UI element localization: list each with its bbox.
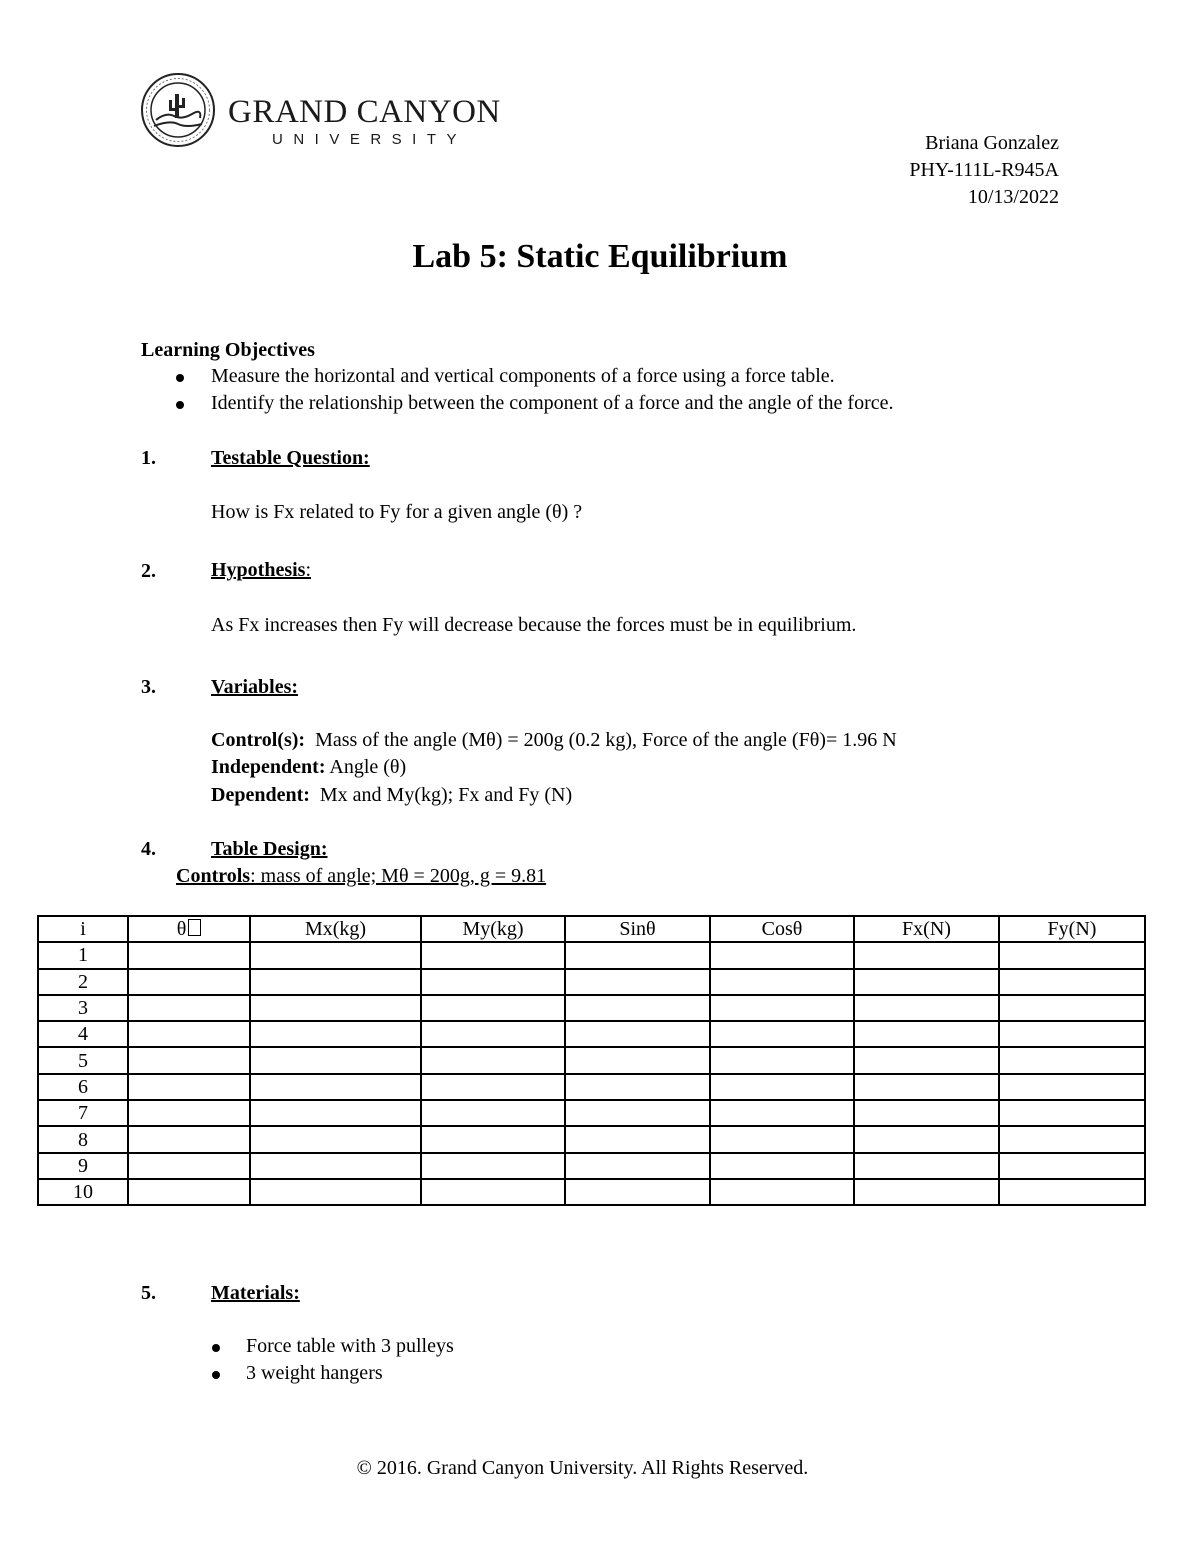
column-header: Cosθ [710,916,854,942]
section-number: 4. [141,838,156,860]
table-row [38,1100,1145,1126]
table-cell [854,995,999,1021]
column-header: Sinθ [565,916,710,942]
independent-variable [211,754,406,781]
table-cell [710,1074,854,1100]
controls-value: : mass of angle; Mθ = 200g, g = 9.81 [250,865,547,887]
table-cell [421,1126,565,1152]
control-label: Control(s): [211,729,306,751]
table-cell [250,1100,421,1126]
table-row [38,1074,1145,1100]
table-cell [128,995,250,1021]
hypothesis-heading: Hypothesis [211,559,306,581]
table-cell [250,1153,421,1179]
table-cell [250,1021,421,1047]
table-cell [250,1126,421,1152]
objective-item: Measure the horizontal and vertical components of a force using a force table. [211,365,835,387]
table-row [38,1126,1145,1152]
table-cell [128,1074,250,1100]
table-cell [710,1153,854,1179]
university-seal-icon [140,72,216,148]
table-cell [999,1153,1145,1179]
material-item: 3 weight hangers [246,1362,383,1384]
bullet-icon [176,374,184,382]
table-cell [854,1100,999,1126]
table-cell [250,942,421,968]
testable-question-text: How is Fx related to Fy for a given angle (θ) ? [211,501,583,523]
table-cell [128,1126,250,1152]
table-cell [999,969,1145,995]
table-cell [565,1074,710,1100]
student-info [909,130,1059,211]
section-heading-hypothesis [211,557,311,584]
table-cell [854,1153,999,1179]
table-cell [565,1047,710,1073]
table-cell [421,995,565,1021]
table-cell [421,1179,565,1205]
column-header [128,916,250,942]
table-cell [421,942,565,968]
table-cell [999,1126,1145,1152]
table-cell [999,1021,1145,1047]
table-cell [565,995,710,1021]
table-cell [250,969,421,995]
table-cell [999,942,1145,968]
table-cell [421,969,565,995]
table-cell [854,1021,999,1047]
table-cell [565,1153,710,1179]
row-index-cell: 5 [38,1047,128,1073]
hypothesis-colon: : [305,559,312,581]
table-cell [999,1047,1145,1073]
bullet-icon [212,1371,220,1379]
table-cell [250,1179,421,1205]
table-cell [128,1100,250,1126]
table-cell [710,1021,854,1047]
table-header-row [38,916,1145,942]
table-cell [854,1126,999,1152]
bullet-icon [176,401,184,409]
table-cell [250,995,421,1021]
table-cell [128,1047,250,1073]
row-index-cell: 2 [38,969,128,995]
table-row [38,1047,1145,1073]
table-cell [128,942,250,968]
table-cell [128,1021,250,1047]
table-cell [999,1179,1145,1205]
row-index-cell: 8 [38,1126,128,1152]
table-cell [710,1179,854,1205]
section-number: 1. [141,447,156,469]
table-cell [710,942,854,968]
section-number: 2. [141,560,156,582]
table-row [38,1179,1145,1205]
theta-header-label: θ [176,918,187,941]
table-cell [710,1047,854,1073]
table-cell [999,1100,1145,1126]
row-index-cell: 1 [38,942,128,968]
table-cell [250,1074,421,1100]
controls-label: Controls [176,865,251,887]
logo-subtitle: UNIVERSITY [272,131,468,148]
table-cell [421,1153,565,1179]
row-index-cell: 6 [38,1074,128,1100]
table-cell [565,942,710,968]
table-cell [854,942,999,968]
table-cell [854,1179,999,1205]
table-cell [250,1047,421,1073]
table-cell [421,1021,565,1047]
table-cell [710,1100,854,1126]
table-row [38,995,1145,1021]
logo-wordmark: GRAND CANYON [228,94,501,130]
table-cell [421,1074,565,1100]
row-index-cell: 7 [38,1100,128,1126]
table-row [38,1021,1145,1047]
table-cell [128,1179,250,1205]
table-row [38,942,1145,968]
column-header: My(kg) [421,916,565,942]
submission-date: 10/13/2022 [967,186,1059,208]
table-cell [128,1153,250,1179]
table-cell [710,995,854,1021]
table-row [38,969,1145,995]
column-header: Mx(kg) [250,916,421,942]
section-heading-testable-question: Testable Question: [211,447,370,469]
row-index-cell: 10 [38,1179,128,1205]
row-index-cell: 9 [38,1153,128,1179]
hypothesis-text: As Fx increases then Fy will decrease because the forces must be in equilibrium. [211,614,857,636]
section-heading-table-design: Table Design: [211,838,328,860]
row-index-cell: 3 [38,995,128,1021]
table-cell [128,969,250,995]
table-cell [565,1126,710,1152]
dependent-value: Mx and My(kg); Fx and Fy (N) [319,784,573,806]
table-cell [565,1179,710,1205]
column-header: Fy(N) [999,916,1145,942]
column-header: i [38,916,128,942]
objectives-heading: Learning Objectives [141,339,315,361]
section-heading-materials: Materials: [211,1282,300,1304]
control-variables [211,727,897,754]
dependent-variable [211,782,572,809]
table-cell [710,969,854,995]
copyright-footer: © 2016. Grand Canyon University. All Rights Reserved. [356,1457,809,1479]
control-value: Mass of the angle (Mθ) = 200g (0.2 kg), Force of the angle (Fθ)= 1.96 N [315,729,897,751]
table-cell [710,1126,854,1152]
page-title: Lab 5: Static Equilibrium [412,238,788,275]
dependent-label: Dependent: [211,784,310,806]
table-cell [854,969,999,995]
table-cell [565,969,710,995]
objective-item: Identify the relationship between the component of a force and the angle of the force. [211,392,894,414]
student-name: Briana Gonzalez [925,132,1059,154]
table-controls [176,863,546,890]
table-cell [421,1047,565,1073]
table-cell [854,1047,999,1073]
independent-value: Angle (θ) [329,756,407,778]
section-heading-variables: Variables: [211,676,299,698]
bullet-icon [212,1344,220,1352]
table-cell [999,995,1145,1021]
column-header: Fx(N) [854,916,999,942]
table-cell [999,1074,1145,1100]
table-cell [854,1074,999,1100]
table-cell [565,1100,710,1126]
section-number: 5. [141,1282,156,1304]
row-index-cell: 4 [38,1021,128,1047]
data-table [37,915,1146,1206]
table-cell [565,1021,710,1047]
section-number: 3. [141,676,156,698]
course-code: PHY-111L-R945A [909,159,1059,181]
material-item: Force table with 3 pulleys [246,1335,454,1357]
missing-glyph-icon [188,919,201,936]
table-cell [421,1100,565,1126]
table-row [38,1153,1145,1179]
independent-label: Independent: [211,756,326,778]
